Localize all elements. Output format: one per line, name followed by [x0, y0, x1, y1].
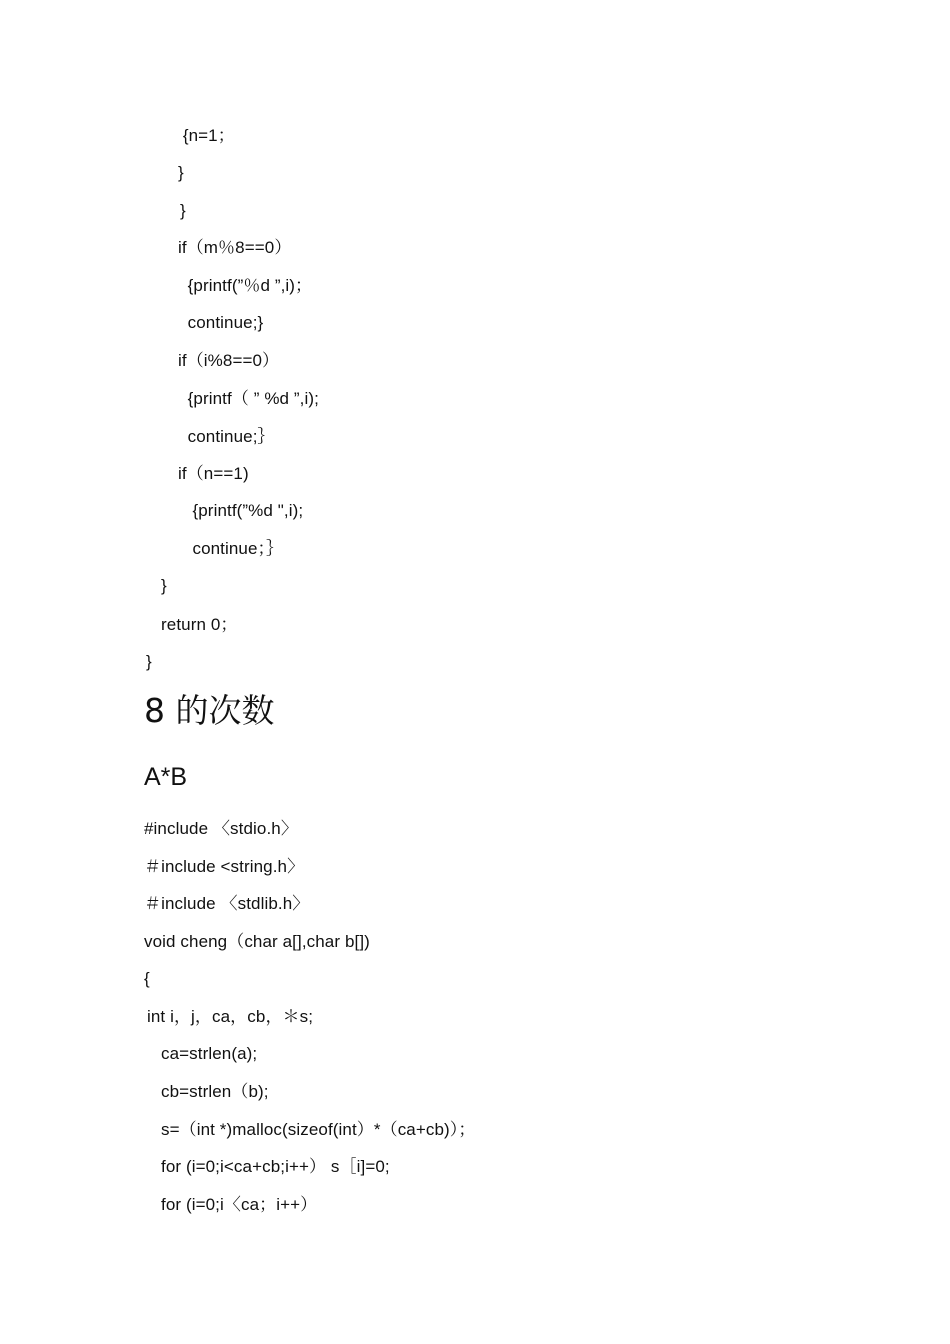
code-line: return 0； — [161, 615, 238, 634]
code-line: } — [146, 652, 152, 671]
code-line: ＃include 〈stdlib.h〉 — [144, 894, 310, 913]
code-line: ca=strlen(a); — [161, 1044, 258, 1063]
code-line: int i，j，ca，cb，＊s; — [147, 1007, 314, 1026]
code-line: for (i=0;i<ca+cb;i++） s［i]=0; — [161, 1157, 390, 1176]
code-line: {n=1； — [178, 126, 235, 145]
code-line: {printf(”％d ”,i)； — [178, 276, 313, 295]
code-line: if（n==1) — [178, 464, 249, 483]
code-line: } — [180, 201, 186, 220]
code-line: #include 〈stdio.h〉 — [144, 819, 298, 838]
code-line: void cheng（char a[],char b[]) — [144, 932, 370, 951]
code-line: if（i%8==0） — [178, 351, 280, 370]
code-line: cb=strlen（b); — [161, 1082, 269, 1101]
code-line: { — [144, 969, 150, 988]
code-line: {printf（ ” %d ”,i); — [178, 389, 319, 408]
code-line: continue;} — [178, 313, 264, 332]
code-line: s=（int *)malloc(sizeof(int）*（ca+cb)）； — [161, 1120, 476, 1139]
code-line: } — [178, 163, 184, 182]
code-line: if（m％8==0） — [178, 238, 292, 257]
subsection-heading: A*B — [144, 763, 188, 791]
code-line: continue；｝ — [178, 539, 284, 558]
section-heading: 8 的次数 — [144, 691, 275, 730]
code-line: continue;｝ — [178, 427, 275, 446]
code-line: ＃include <string.h〉 — [144, 857, 305, 876]
code-line: for (i=0;i〈ca；i++） — [161, 1195, 318, 1214]
code-line: } — [161, 576, 167, 595]
code-line: {printf(”%d ",i); — [178, 501, 304, 520]
